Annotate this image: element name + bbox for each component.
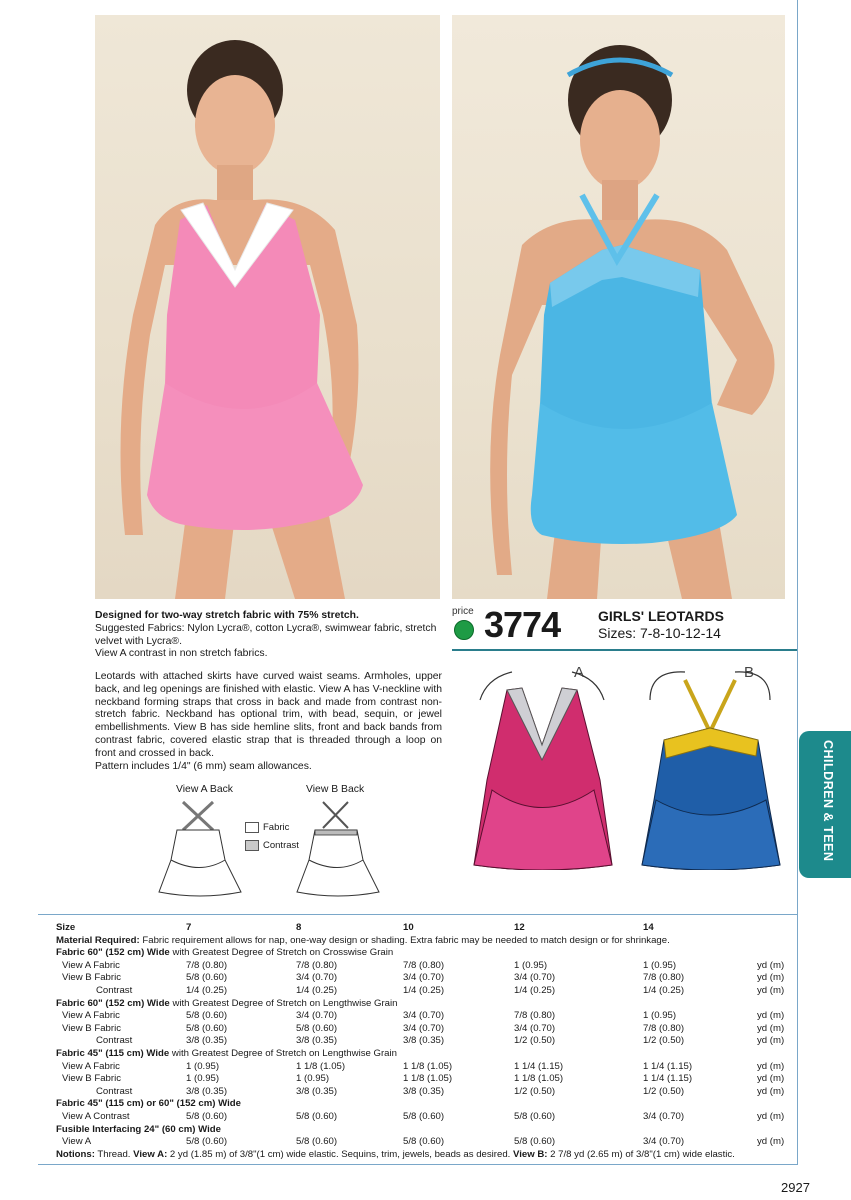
section-title: Fusible Interfacing 24" (60 cm) Wide [56, 1123, 221, 1135]
table-cell: 7/8 (0.80) [186, 959, 228, 971]
photo-b-illustration [452, 15, 785, 599]
table-row [56, 1061, 798, 1074]
intro-contrast-note: View A contrast in non stretch fabrics. [95, 648, 268, 660]
table-cell: 1 1/4 (1.15) [643, 1060, 693, 1072]
row-label: View A Fabric [62, 959, 120, 971]
table-cell: 1/4 (0.25) [643, 984, 685, 996]
view-b-back-label: View B Back [306, 784, 365, 795]
table-sections [56, 947, 798, 1149]
table-row [56, 1111, 798, 1124]
table-cell: 1 (0.95) [186, 1060, 220, 1072]
legend-fabric-label: Fabric [263, 822, 290, 833]
table-cell: 5/8 (0.60) [186, 1022, 228, 1034]
notions-title: Notions: [56, 1148, 95, 1160]
description-block [95, 671, 442, 773]
table-row [56, 1023, 798, 1036]
row-label: View A Contrast [62, 1110, 130, 1122]
row-label: View A Fabric [62, 1010, 120, 1022]
photo-a-illustration [95, 15, 440, 599]
table-cell: 3/4 (0.70) [403, 1022, 445, 1034]
section-title: Fabric 45" (115 cm) Wide [56, 1047, 170, 1059]
table-cell: 1/2 (0.50) [514, 1035, 556, 1047]
table-cell: 5/8 (0.60) [186, 1110, 228, 1122]
table-cell: 1 (0.95) [514, 959, 548, 971]
table-row [56, 1035, 798, 1048]
table-cell: 5/8 (0.60) [403, 1136, 445, 1148]
notions-view-a: 2 yd (1.85 m) of 3/8"(1 cm) wide elastic. Sequins, trim, jewels, beads as desired. [167, 1148, 513, 1160]
description-body: Leotards with attached skirts have curved waist seams. Armholes, upper back, and leg openings are finished with elastic. View A has V-neckline with neckband forming straps that cross in back and made from contrast non-stretch fabric. Neckband has optional trim, with bead, sequin, or jewel embellishments. View B has side hemline slits, front and back bands from contrast fabric, covered elastic strap that is threaded through a loop on front and crossed in back. [95, 671, 442, 759]
page-number: 2927 [781, 1180, 810, 1195]
table-cell: 3/4 (0.70) [403, 1010, 445, 1022]
table-cell: 1/4 (0.25) [514, 984, 556, 996]
table-divider [38, 914, 798, 915]
table-cell: 3/4 (0.70) [403, 972, 445, 984]
table-cell: 3/8 (0.35) [296, 1085, 338, 1097]
view-a-letter: A [574, 664, 585, 681]
header-divider [452, 649, 797, 651]
row-label: Contrast [96, 1035, 133, 1047]
row-label: Contrast [96, 984, 133, 996]
notions-general: Thread. [94, 1148, 134, 1160]
photo-view-b [452, 15, 785, 599]
view-b-letter: B [744, 664, 755, 681]
table-cell: 1 1/4 (1.15) [514, 1060, 564, 1072]
row-label: View A Fabric [62, 1060, 120, 1072]
table-header-row [56, 922, 798, 935]
view-a-back-label: View A Back [176, 784, 233, 795]
section-subtitle: with Greatest Degree of Stretch on Lengthwise Grain [169, 1047, 397, 1059]
table-cell: 5/8 (0.60) [514, 1110, 556, 1122]
table-cell: 5/8 (0.60) [296, 1110, 338, 1122]
table-row [56, 1073, 798, 1086]
table-cell: 1 (0.95) [643, 959, 677, 971]
unit-cell: yd (m) [757, 1073, 785, 1085]
section-title-row [56, 1098, 798, 1111]
pattern-sizes: Sizes: 7-8-10-12-14 [598, 625, 721, 641]
size-col: 8 [296, 922, 302, 933]
legend-fabric-swatch [245, 822, 259, 833]
section-subtitle: with Greatest Degree of Stretch on Crosswise Grain [169, 947, 394, 959]
table-row [56, 1086, 798, 1099]
unit-cell: yd (m) [757, 984, 785, 996]
unit-cell: yd (m) [757, 959, 785, 971]
table-cell: 1 1/8 (1.05) [296, 1060, 346, 1072]
table-cell: 7/8 (0.80) [296, 959, 338, 971]
pattern-number: 3774 [484, 604, 561, 645]
table-cell: 1/2 (0.50) [643, 1035, 685, 1047]
section-title: Fabric 60" (152 cm) Wide [56, 947, 170, 959]
table-cell: 3/8 (0.35) [186, 1035, 228, 1047]
section-title-row [56, 947, 798, 960]
table-cell: 3/4 (0.70) [296, 972, 338, 984]
section-title-row [56, 1124, 798, 1137]
unit-cell: yd (m) [757, 1110, 785, 1122]
table-cell: 3/8 (0.35) [403, 1085, 445, 1097]
table-cell: 7/8 (0.80) [514, 1010, 556, 1022]
table-row [56, 985, 798, 998]
table-cell: 3/4 (0.70) [643, 1136, 685, 1148]
notions-row [56, 1149, 798, 1162]
table-cell: 1/4 (0.25) [186, 984, 228, 996]
unit-cell: yd (m) [757, 972, 785, 984]
section-tab-label: CHILDREN & TEEN [821, 740, 835, 862]
row-label: Contrast [96, 1085, 133, 1097]
material-required-title: Material Required: [56, 934, 140, 946]
intro-block [95, 610, 445, 661]
table-cell: 1/2 (0.50) [514, 1085, 556, 1097]
material-required-row [56, 935, 798, 948]
table-cell: 3/4 (0.70) [514, 1022, 556, 1034]
table-cell: 5/8 (0.60) [186, 1010, 228, 1022]
size-col: 7 [186, 922, 192, 933]
legend-contrast-label: Contrast [263, 840, 299, 851]
table-cell: 1/4 (0.25) [296, 984, 338, 996]
table-cell: 1/2 (0.50) [643, 1085, 685, 1097]
intro-lead: Designed for two-way stretch fabric with 75% stretch. [95, 610, 359, 621]
table-row [56, 960, 798, 973]
table-cell: 3/4 (0.70) [643, 1110, 685, 1122]
view-a-back-drawing [155, 800, 245, 900]
size-col: 12 [514, 922, 525, 933]
section-title-row [56, 1048, 798, 1061]
row-label: View B Fabric [62, 1022, 122, 1034]
table-cell: 1/4 (0.25) [403, 984, 445, 996]
table-cell: 1 (0.95) [643, 1010, 677, 1022]
table-cell: 1 (0.95) [296, 1073, 330, 1085]
unit-cell: yd (m) [757, 1136, 785, 1148]
row-label: View A [62, 1136, 92, 1148]
row-label: View B Fabric [62, 972, 122, 984]
table-row [56, 972, 798, 985]
table-cell: 5/8 (0.60) [403, 1110, 445, 1122]
size-col: 10 [403, 922, 414, 933]
table-cell: 3/8 (0.35) [296, 1035, 338, 1047]
table-cell: 5/8 (0.60) [296, 1136, 338, 1148]
pattern-title: GIRLS' LEOTARDS [598, 608, 724, 624]
table-cell: 1 1/8 (1.05) [514, 1073, 564, 1085]
section-title: Fabric 45" (115 cm) or 60" (152 cm) Wide [56, 1098, 241, 1110]
notions-view-a-label: View A: [133, 1148, 168, 1160]
section-subtitle: with Greatest Degree of Stretch on Lengthwise Grain [169, 997, 398, 1009]
table-row [56, 1010, 798, 1023]
view-a-drawing [462, 660, 622, 870]
table-cell: 7/8 (0.80) [643, 1022, 685, 1034]
unit-cell: yd (m) [757, 1060, 785, 1072]
price-dot-icon [454, 620, 474, 640]
table-cell: 3/8 (0.35) [186, 1085, 228, 1097]
notions-view-b-label: View B: [513, 1148, 548, 1160]
table-cell: 7/8 (0.80) [403, 959, 445, 971]
section-title-row [56, 998, 798, 1011]
unit-cell: yd (m) [757, 1010, 785, 1022]
table-cell: 5/8 (0.60) [514, 1136, 556, 1148]
photo-view-a [95, 15, 440, 599]
table-cell: 1 (0.95) [186, 1073, 220, 1085]
table-cell: 1 1/4 (1.15) [643, 1073, 693, 1085]
legend-contrast-swatch [245, 840, 259, 851]
material-required-text: Fabric requirement allows for nap, one-way design or shading. Extra fabric may be needed to match design or for shrinkage. [139, 934, 670, 946]
unit-cell: yd (m) [757, 1035, 785, 1047]
description-seam: Pattern includes 1/4" (6 mm) seam allowances. [95, 760, 312, 772]
row-label: View B Fabric [62, 1073, 122, 1085]
table-cell: 5/8 (0.60) [296, 1022, 338, 1034]
view-b-drawing [630, 660, 790, 870]
yardage-table [56, 922, 798, 1161]
size-col: 14 [643, 922, 654, 933]
intro-suggested-fabrics: Suggested Fabrics: Nylon Lycra®, cotton Lycra®, swimwear fabric, stretch velvet with Lycra®. [95, 622, 437, 647]
view-b-back-drawing [293, 800, 383, 900]
price-label: price [452, 606, 474, 617]
notions-view-b: 2 7/8 yd (2.65 m) of 3/8"(1 cm) wide elastic. [547, 1148, 735, 1160]
size-label: Size [56, 922, 76, 933]
table-cell: 3/4 (0.70) [296, 1010, 338, 1022]
table-row [56, 1136, 798, 1149]
unit-cell: yd (m) [757, 1085, 785, 1097]
table-cell: 1 1/8 (1.05) [403, 1073, 453, 1085]
table-cell: 5/8 (0.60) [186, 1136, 228, 1148]
table-cell: 5/8 (0.60) [186, 972, 228, 984]
unit-cell: yd (m) [757, 1022, 785, 1034]
section-title: Fabric 60" (152 cm) Wide [56, 997, 170, 1009]
table-cell: 3/8 (0.35) [403, 1035, 445, 1047]
table-cell: 1 1/8 (1.05) [403, 1060, 453, 1072]
table-cell: 3/4 (0.70) [514, 972, 556, 984]
table-cell: 7/8 (0.80) [643, 972, 685, 984]
